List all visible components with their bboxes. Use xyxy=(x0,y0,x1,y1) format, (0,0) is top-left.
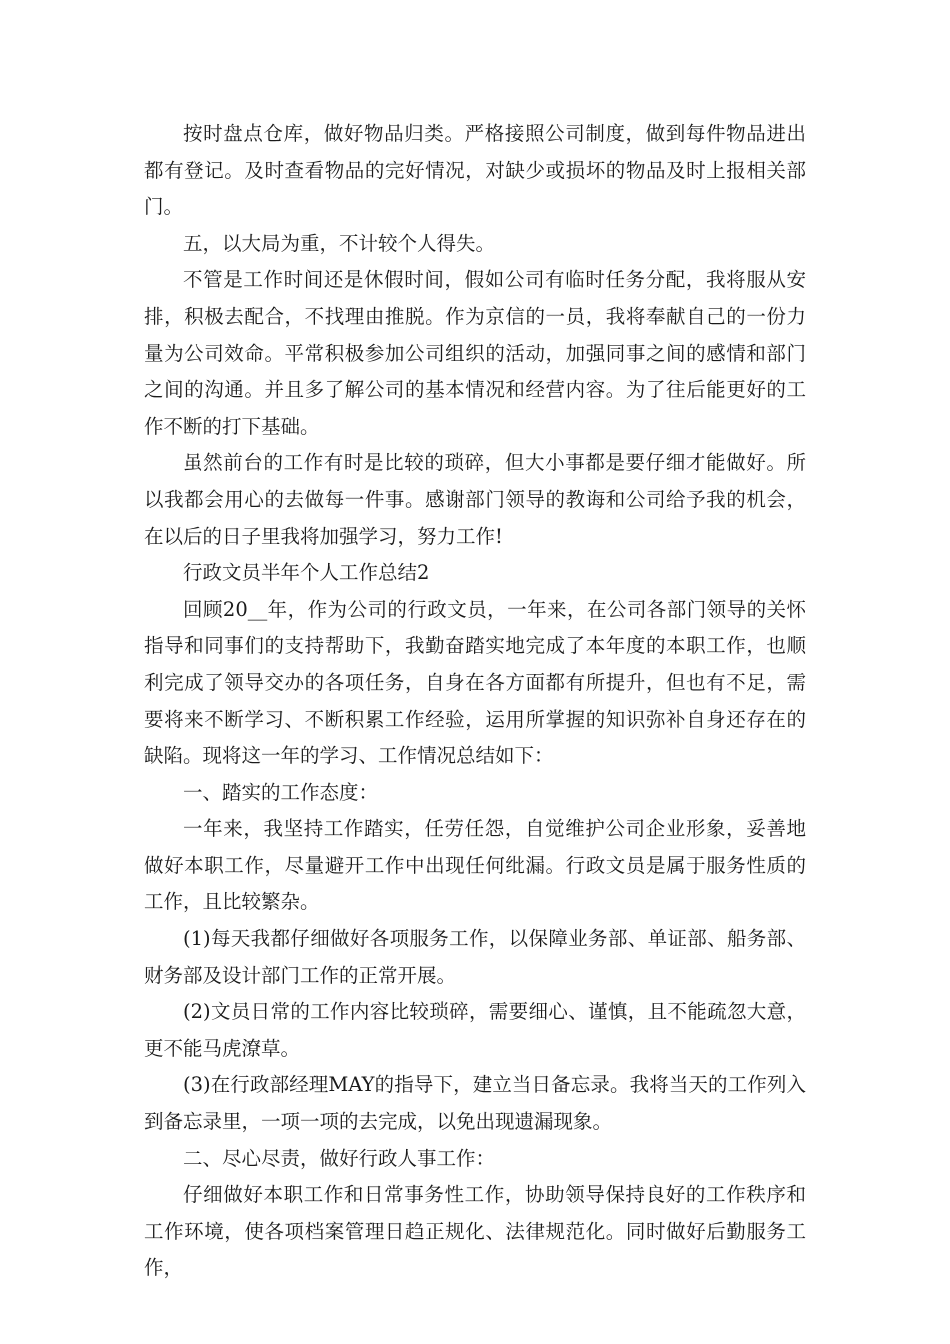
section-heading: 五，以大局为重，不计较个人得失。 xyxy=(183,231,496,255)
paragraph: 按时盘点仓库，做好物品归类。严格接照公司制度，做到每件物品进出都有登记。及时查看物品的完好情况，对缺少或损坏的物品及时上报相关部门。 xyxy=(144,122,806,219)
paragraph: 一年来，我坚持工作踏实，任劳任怨，自觉维护公司企业形象，妥善地做好本职工作，尽量避开工作中出现任何纰漏。行政文员是属于服务性质的工作，且比较繁杂。 xyxy=(144,817,806,914)
document-body xyxy=(144,116,806,1287)
paragraph: 虽然前台的工作有时是比较的琐碎，但大小事都是要仔细才能做好。所以我都会用心的去做每一件事。感谢部门领导的教诲和公司给予我的机会，在以后的日子里我将加强学习，努力工作! xyxy=(144,451,806,548)
paragraph: 不管是工作时间还是休假时间，假如公司有临时任务分配，我将服从安排，积极去配合，不找理由推脱。作为京信的一员，我将奉献自己的一份力量为公司效命。平常积极参加公司组织的活动，加强同事之间的感情和部门之间的沟通。并且多了解公司的基本情况和经营内容。为了往后能更好的工作不断的打下基础。 xyxy=(144,268,806,438)
paragraph: 回顾20__年，作为公司的行政文员，一年来，在公司各部门领导的关怀指导和同事们的支持帮助下，我勤奋踏实地完成了本年度的本职工作，也顺利完成了领导交办的各项任务，自身在各方面都有所提升，但也有不足，需要将来不断学习、不断积累工作经验，运用所掌握的知识弥补自身还存在的缺陷。现将这一年的学习、工作情况总结如下： xyxy=(144,597,806,768)
list-item: (2)文员日常的工作内容比较琐碎，需要细心、谨慎，且不能疏忽大意，更不能马虎潦草。 xyxy=(144,1000,806,1060)
list-item: (3)在行政部经理MAY的指导下，建立当日备忘录。我将当天的工作列入到备忘录里，一项一项的去完成，以免出现遗漏现象。 xyxy=(144,1073,806,1134)
section-heading: 一、踏实的工作态度： xyxy=(183,780,379,804)
section-heading: 二、尽心尽责，做好行政人事工作： xyxy=(183,1146,496,1170)
document-subtitle: 行政文员半年个人工作总结2 xyxy=(183,561,430,585)
paragraph: 仔细做好本职工作和日常事务性工作，协助领导保持良好的工作秩序和工作环境，使各项档案管理日趋正规化、法律规范化。同时做好后勤服务工作， xyxy=(144,1183,806,1280)
list-item: (1)每天我都仔细做好各项服务工作，以保障业务部、单证部、船务部、财务部及设计部门工作的正常开展。 xyxy=(144,927,806,987)
